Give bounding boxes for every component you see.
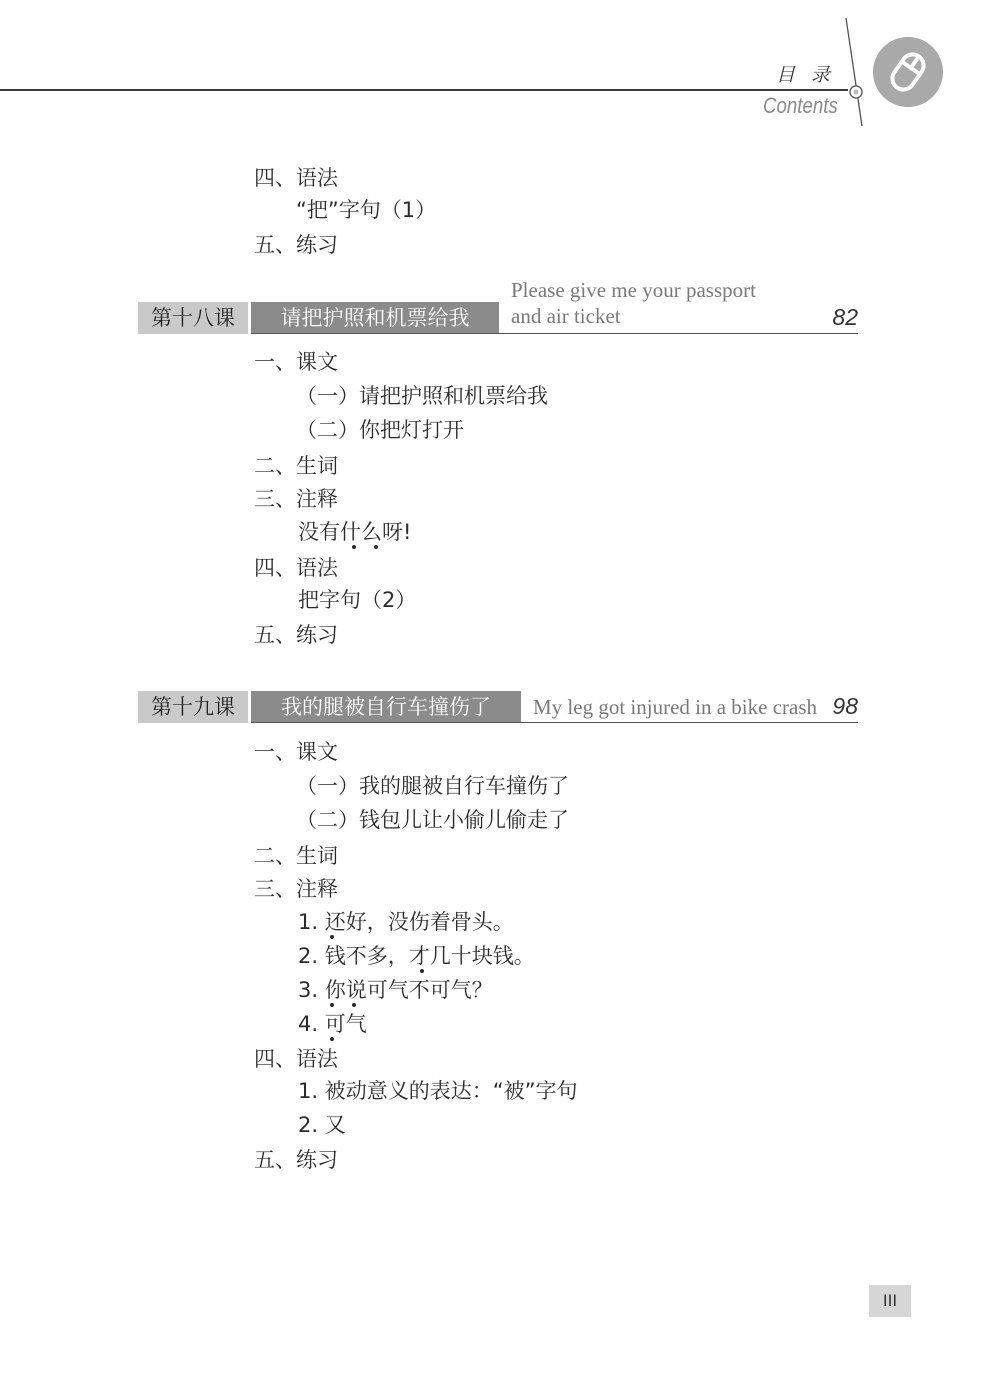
lesson-19-title: 我的腿被自行车撞伤了 <box>251 691 521 723</box>
emphasis-dot <box>374 545 378 549</box>
lesson-19-note-2: 2. 钱不多，才几十块钱。 <box>298 944 535 968</box>
header-decoration <box>0 0 999 140</box>
emphasis-dot <box>420 969 424 973</box>
intro-grammar-heading: 四、语法 <box>254 166 338 190</box>
lesson-18-underline <box>251 333 858 335</box>
lesson-19-text-item-1: （一）我的腿被自行车撞伤了 <box>296 774 569 798</box>
emphasis-dot <box>352 545 356 549</box>
lesson-19-notes-heading: 三、注释 <box>254 877 338 901</box>
lesson-18-notes-heading: 三、注释 <box>254 487 338 511</box>
lesson-18-words-heading: 二、生词 <box>254 454 338 478</box>
lesson-18-header[interactable] <box>138 278 858 334</box>
lesson-19-exercise-heading: 五、练习 <box>254 1148 338 1172</box>
lesson-19-text-heading: 一、课文 <box>254 740 338 764</box>
lesson-19-note-3: 3. 你说可气不可气？ <box>298 978 493 1002</box>
header-title-en: Contents <box>763 93 838 118</box>
lesson-18-english-line2: and air ticket <box>511 303 621 328</box>
emphasis-dot <box>330 1037 334 1041</box>
lesson-19-page: 98 <box>832 693 858 719</box>
page-number: III <box>869 1285 911 1317</box>
lesson-19-number: 第十九课 <box>138 691 248 723</box>
header-title-cn: 目录 <box>776 64 847 86</box>
lesson-19-note-1: 1. 还好，没伤着骨头。 <box>298 910 514 934</box>
emphasis-dot <box>330 1003 334 1007</box>
mouse-icon <box>873 37 943 107</box>
lesson-19-underline <box>251 722 858 724</box>
lesson-18-grammar-heading: 四、语法 <box>254 556 338 580</box>
intro-exercise-heading: 五、练习 <box>254 233 338 257</box>
lesson-18-grammar-item: 把字句（2） <box>298 588 417 612</box>
lesson-18-title: 请把护照和机票给我 <box>251 302 499 334</box>
lesson-18-text-item-2: （二）你把灯打开 <box>296 418 464 442</box>
lesson-19-grammar-heading: 四、语法 <box>254 1047 338 1071</box>
lesson-18-number: 第十八课 <box>138 302 248 334</box>
lesson-18-exercise-heading: 五、练习 <box>254 623 338 647</box>
emphasis-dot <box>330 935 334 939</box>
lesson-19-grammar-2: 2. 又 <box>298 1113 346 1137</box>
lesson-18-english-line1: Please give me your passport <box>511 278 756 302</box>
lesson-19-grammar-1: 1. 被动意义的表达：“被”字句 <box>298 1079 578 1103</box>
emphasis-dot <box>352 1003 356 1007</box>
lesson-19-note-4: 4. 可气 <box>298 1012 367 1036</box>
lesson-18-note-1: 没有什么呀! <box>298 520 412 544</box>
lesson-18-text-heading: 一、课文 <box>254 350 338 374</box>
lesson-18-page: 82 <box>832 304 858 330</box>
lesson-18-english <box>511 278 756 329</box>
lesson-19-header[interactable] <box>138 691 858 723</box>
lesson-19-words-heading: 二、生词 <box>254 844 338 868</box>
intro-grammar-item: “把”字句（1） <box>296 198 437 222</box>
lesson-19-text-item-2: （二）钱包儿让小偷儿偷走了 <box>296 808 569 832</box>
lesson-18-text-item-1: （一）请把护照和机票给我 <box>296 384 548 408</box>
lesson-19-english: My leg got injured in a bike crash <box>533 695 818 719</box>
